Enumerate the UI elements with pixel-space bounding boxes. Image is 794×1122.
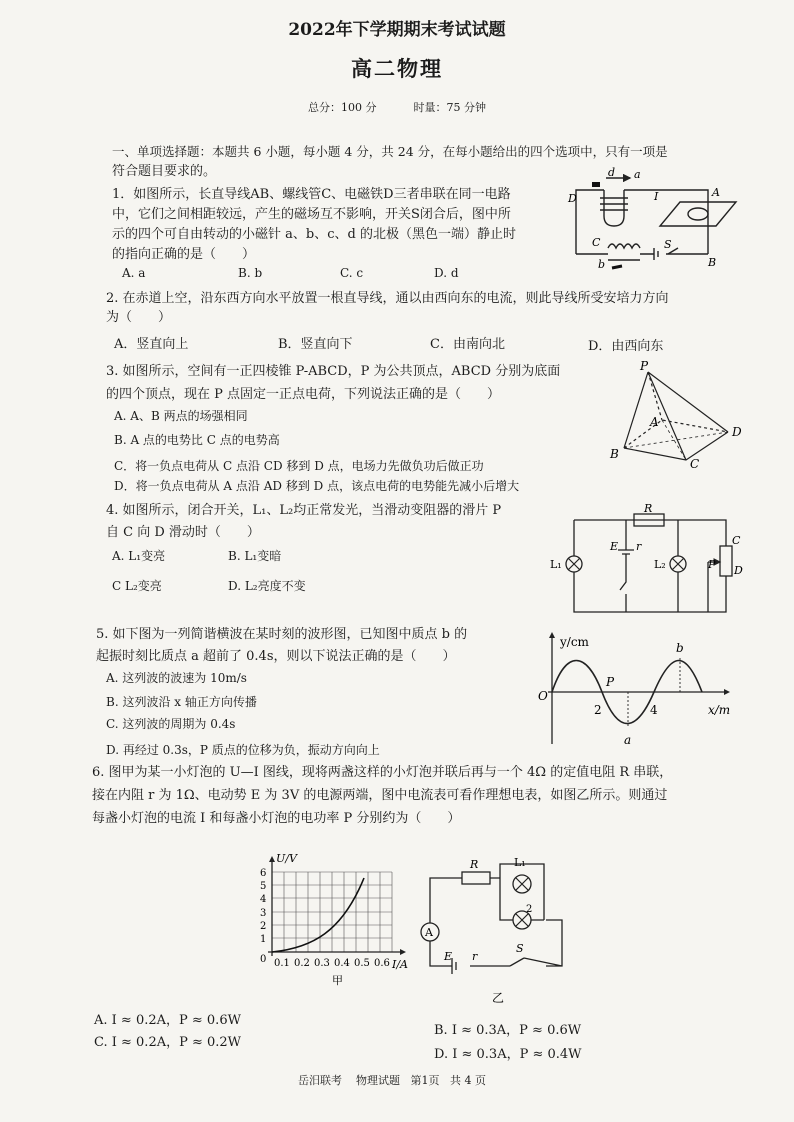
q4-label-P: P bbox=[708, 558, 716, 571]
footer-name: 物理试题 bbox=[356, 1074, 400, 1087]
q6-ui-graph bbox=[252, 852, 427, 992]
q1-needle-b bbox=[612, 266, 622, 268]
q5-label-y: y/cm bbox=[560, 635, 589, 649]
q5-option-d: D. 再经过 0.3s，P 质点的位移为负，振动方向向上 bbox=[106, 743, 380, 757]
q1-electromagnet-core bbox=[604, 190, 624, 226]
q6-option-c: C. I ≈ 0.2A，P ≈ 0.2W bbox=[94, 1035, 242, 1050]
q4-option-d: D. L₂亮度不变 bbox=[228, 579, 306, 593]
q1-plane bbox=[660, 202, 736, 226]
q6-label-L2: 2 bbox=[526, 904, 533, 915]
q6-label-L1: L₁ bbox=[514, 856, 526, 869]
q4-label-D: D bbox=[734, 564, 743, 577]
q1-option-d: D. d bbox=[434, 266, 459, 280]
q4-circuit-figure bbox=[548, 502, 748, 618]
q4-battery-switch bbox=[618, 520, 634, 612]
q1-compass-c bbox=[688, 208, 708, 220]
footer-org: 岳汨联考 bbox=[298, 1074, 342, 1087]
q6-xtick-6: 0.6 bbox=[374, 958, 390, 969]
q6-graph-ylabel: U/V bbox=[276, 852, 297, 865]
q6-ytick-3: 3 bbox=[260, 908, 267, 919]
q5-line1: 5. 如下图为一列简谐横波在某时刻的波形图，已知图中质点 b 的 bbox=[96, 627, 468, 642]
q6-label-R: R bbox=[470, 858, 479, 871]
exam-title: 2022年下学期期末考试试题 bbox=[288, 20, 506, 40]
q3-label-P: P bbox=[640, 359, 649, 373]
q4-line1: 4. 如图所示，闭合开关，L₁、L₂均正常发光，当滑动变阻器的滑片 P bbox=[106, 503, 502, 518]
q1-label-b: b bbox=[598, 258, 606, 271]
total-score: 总分：100 分 bbox=[308, 101, 377, 114]
footer-page: 第1页 bbox=[410, 1074, 440, 1087]
subject-title: 高二物理 bbox=[351, 56, 443, 81]
q5-line2: 起振时刻比质点 a 超前了 0.4s，则以下说法正确的是（ ） bbox=[96, 649, 456, 664]
q6-origin: 0 bbox=[260, 954, 267, 965]
q3-line2: 的四个顶点，现在 P 点固定一正点电荷，下列说法正确的是（ ） bbox=[106, 387, 501, 402]
q6-label-E: E bbox=[444, 950, 453, 963]
q4-label-r: r bbox=[636, 540, 642, 553]
q6-xtick-2: 0.2 bbox=[294, 958, 310, 969]
q2-line1: 2. 在赤道上空，沿东西方向水平放置一根直导线，通以由西向东的电流，则此导线所受安培力方向 bbox=[106, 291, 669, 306]
q3-label-C: C bbox=[690, 457, 700, 471]
q6-line3: 每盏小灯泡的电流 I 和每盏小灯泡的电功率 P 分别约为（ ） bbox=[92, 811, 461, 826]
q2-option-c: C．由南向北 bbox=[430, 337, 505, 352]
q6-circuit-caption: 乙 bbox=[492, 991, 505, 1005]
q1-label-I: I bbox=[654, 190, 659, 203]
q4-label-R: R bbox=[644, 502, 653, 515]
q1-label-A: A bbox=[712, 186, 720, 199]
q6-battery bbox=[452, 958, 456, 974]
q1-line2: 中，它们之间相距较远，产生的磁场互不影响，开关S闭合后，图中所 bbox=[112, 207, 511, 222]
q4-label-L1: L₁ bbox=[550, 558, 562, 571]
q1-label-D: D bbox=[568, 192, 577, 205]
q3-option-b: B. A 点的电势比 C 点的电势高 bbox=[114, 433, 280, 447]
q3-label-B: B bbox=[610, 447, 619, 461]
q5-tick-2: 2 bbox=[594, 703, 602, 717]
q6-line2: 接在内阻 r 为 1Ω、电动势 E 为 3V 的电源两端，图中电流表可看作理想电表，如图乙所示。则通过 bbox=[92, 788, 668, 803]
q6-option-d: D. I ≈ 0.3A，P ≈ 0.4W bbox=[434, 1047, 582, 1062]
q6-ytick-6: 6 bbox=[260, 868, 267, 879]
q1-line1: 1．如图所示，长直导线AB、螺线管C、电磁铁D三者串联在同一电路 bbox=[112, 187, 511, 202]
q1-label-d: d bbox=[608, 166, 616, 179]
q3-line1: 3. 如图所示，空间有一正四棱锥 P-ABCD，P 为公共顶点，ABCD 分别为底面 bbox=[106, 364, 561, 379]
q6-graph-xlabel: I/A bbox=[392, 958, 408, 971]
q6-ytick-4: 4 bbox=[260, 894, 267, 905]
q2-option-d: D．由西向东 bbox=[588, 339, 664, 354]
section-intro-line1: 一、单项选择题：本题共 6 小题，每小题 4 分，共 24 分，在每小题给出的四个选项中，只有一项是 bbox=[112, 144, 668, 159]
q1-option-b: B. b bbox=[238, 266, 263, 280]
q4-option-a: A. L₁变亮 bbox=[112, 549, 166, 563]
q1-needle-d bbox=[592, 182, 600, 187]
q3-option-d: D．将一负点电荷从 A 点沿 AD 移到 D 点，该点电荷的电势能先减小后增大 bbox=[114, 479, 520, 493]
q5-label-x: x/m bbox=[708, 703, 731, 717]
q3-label-D: D bbox=[732, 425, 742, 439]
q6-xtick-1: 0.1 bbox=[274, 958, 290, 969]
q6-ytick-2: 2 bbox=[260, 921, 267, 932]
q1-label-S: S bbox=[664, 238, 672, 251]
q4-rheostat bbox=[720, 546, 732, 576]
q1-line3: 示的四个可自由转动的小磁针 a、b、c、d 的北极（黑色一端）静止时 bbox=[112, 227, 516, 242]
q2-line2: 为（ ） bbox=[106, 310, 172, 325]
q6-xtick-4: 0.4 bbox=[334, 958, 350, 969]
q4-label-E: E bbox=[610, 540, 619, 553]
q5-option-c: C. 这列波的周期为 0.4s bbox=[106, 717, 236, 731]
q6-switch bbox=[510, 958, 524, 966]
q1-battery bbox=[654, 248, 658, 260]
q1-solenoid bbox=[608, 244, 640, 248]
q5-label-P: P bbox=[606, 675, 615, 689]
q3-pyramid-figure bbox=[610, 359, 750, 472]
q4-label-L2: L₂ bbox=[654, 558, 666, 571]
q6-resistor-R bbox=[462, 872, 490, 884]
q3-option-c: C．将一负点电荷从 C 点沿 CD 移到 D 点，电场力先做负功后做正功 bbox=[114, 459, 484, 473]
q6-graph-grid bbox=[272, 872, 392, 952]
q6-label-r: r bbox=[472, 950, 478, 963]
footer-total: 共 4 页 bbox=[450, 1074, 486, 1087]
q3-option-a: A. A、B 两点的场强相同 bbox=[114, 409, 248, 423]
q5-wave-figure bbox=[536, 630, 746, 748]
q1-label-C: C bbox=[592, 236, 601, 249]
q6-xtick-3: 0.3 bbox=[314, 958, 330, 969]
page-footer bbox=[298, 1072, 486, 1089]
q1-label-a: a bbox=[634, 168, 641, 181]
q6-ytick-1: 1 bbox=[260, 934, 267, 945]
q5-label-O: O bbox=[538, 689, 548, 703]
q6-line1: 6. 图甲为某一小灯泡的 U—I 图线，现将两盏这样的小灯泡并联后再与一个 4Ω 的定值电阻 R 串联， bbox=[92, 765, 673, 780]
q6-graph-caption: 甲 bbox=[332, 974, 343, 987]
q1-circuit-figure bbox=[568, 166, 748, 271]
q5-tick-4: 4 bbox=[650, 703, 658, 717]
q2-option-b: B．竖直向下 bbox=[278, 337, 353, 352]
q5-option-b: B. 这列波沿 x 轴正方向传播 bbox=[106, 695, 257, 709]
q5-label-a: a bbox=[624, 733, 632, 747]
q4-option-c: C L₂变亮 bbox=[112, 579, 162, 593]
q6-ui-curve bbox=[272, 878, 364, 952]
q6-label-S: S bbox=[516, 942, 524, 955]
section-intro-line2: 符合题目要求的。 bbox=[112, 164, 217, 179]
exam-meta bbox=[0, 99, 794, 116]
q6-xtick-5: 0.5 bbox=[354, 958, 370, 969]
q5-label-b: b bbox=[676, 641, 684, 655]
q6-label-A: A bbox=[425, 926, 433, 939]
q1-line4: 的指向正确的是（ ） bbox=[112, 247, 256, 262]
q6-option-a: A. I ≈ 0.2A，P ≈ 0.6W bbox=[94, 1013, 241, 1028]
q4-option-b: B. L₁变暗 bbox=[228, 549, 282, 563]
time-limit: 时量：75 分钟 bbox=[413, 101, 486, 114]
q1-option-c: C. c bbox=[340, 266, 364, 280]
q4-line2: 自 C 向 D 滑动时（ ） bbox=[106, 525, 260, 540]
q6-ytick-5: 5 bbox=[260, 881, 267, 892]
q2-option-a: A．竖直向上 bbox=[114, 337, 189, 352]
q6-circuit-figure bbox=[414, 854, 574, 1006]
q1-label-B: B bbox=[708, 256, 717, 269]
q4-label-C: C bbox=[732, 534, 741, 547]
q3-label-A: A bbox=[650, 415, 659, 429]
q5-option-a: A. 这列波的波速为 10m/s bbox=[106, 671, 247, 685]
q1-option-a: A. a bbox=[122, 266, 146, 280]
q6-option-b: B. I ≈ 0.3A，P ≈ 0.6W bbox=[434, 1023, 582, 1038]
